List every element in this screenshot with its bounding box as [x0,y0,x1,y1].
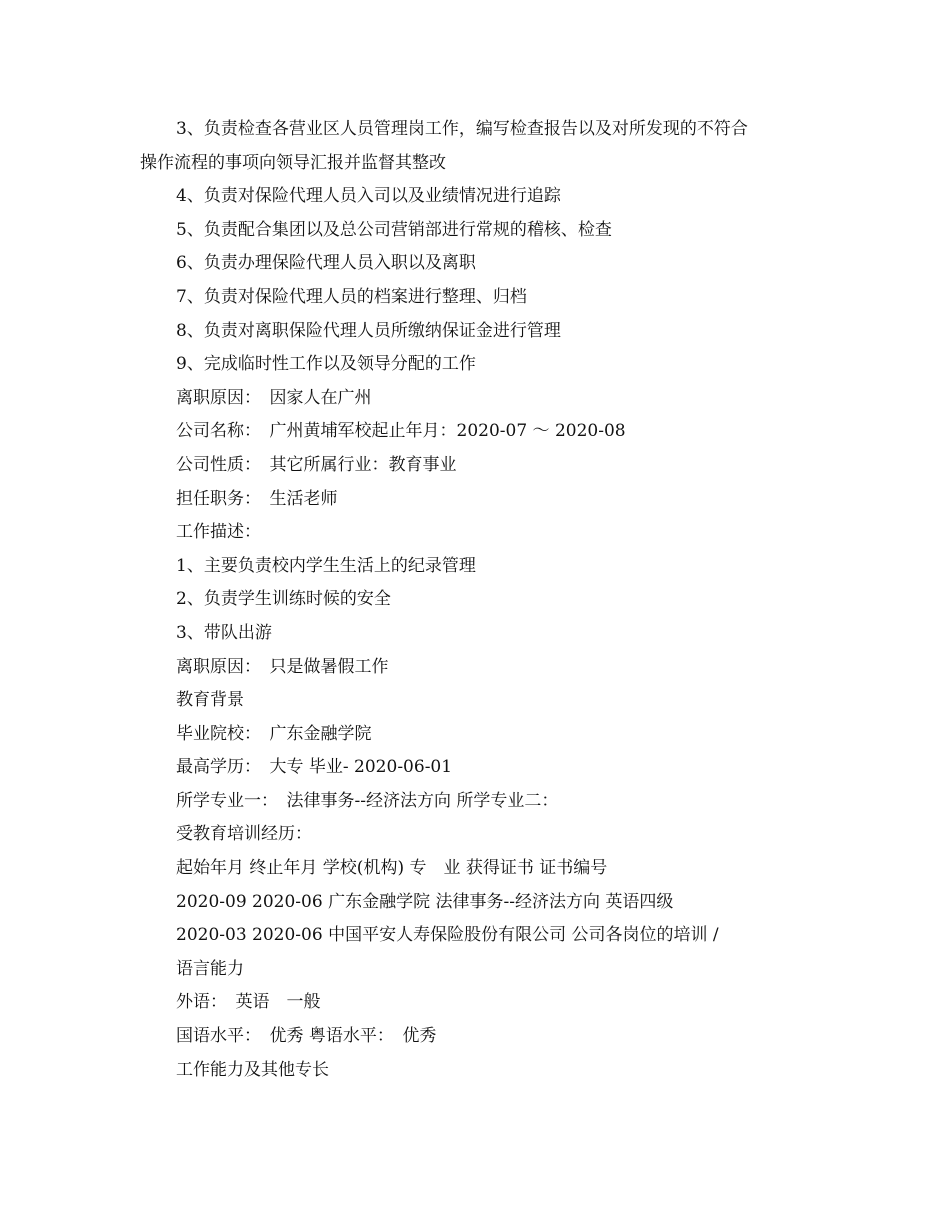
text-line: 6、负责办理保险代理人员入职以及离职 [176,253,476,274]
text-line: 2020-09 2020-06 广东金融学院 法律事务--经济法方向 英语四级 [176,891,674,912]
text-line: 外语： 英语 一般 [176,992,321,1013]
text-line: 国语水平： 优秀 粤语水平： 优秀 [176,1026,437,1047]
text-line: 2、负责学生训练时候的安全 [176,589,391,610]
text-line: 操作流程的事项向领导汇报并监督其整改 [140,152,446,173]
text-line: 起始年月 终止年月 学校(机构) 专 业 获得证书 证书编号 [176,858,608,879]
text-line: 1、主要负责校内学生生活上的纪录管理 [176,555,476,576]
text-line: 受教育培训经历： [176,824,312,845]
text-line: 公司名称： 广州黄埔军校起止年月：2020-07 ～ 2020-08 [176,421,626,442]
text-line: 离职原因： 只是做暑假工作 [176,656,389,677]
text-line: 最高学历： 大专 毕业- 2020-06-01 [176,757,453,778]
text-line: 工作描述： [176,522,261,543]
text-line: 工作能力及其他专长 [176,1059,329,1080]
text-line: 2020-03 2020-06 中国平安人寿保险股份有限公司 公司各岗位的培训 / [176,925,719,946]
text-line: 9、完成临时性工作以及领导分配的工作 [176,354,476,375]
text-line: 4、负责对保险代理人员入司以及业绩情况进行追踪 [176,186,561,207]
text-line: 8、负责对离职保险代理人员所缴纳保证金进行管理 [176,320,561,341]
text-line: 毕业院校： 广东金融学院 [176,723,372,744]
text-line: 3、带队出游 [176,622,272,643]
text-line: 所学专业一： 法律事务--经济法方向 所学专业二： [176,790,559,811]
text-line: 7、负责对保险代理人员的档案进行整理、归档 [176,286,527,307]
text-line: 担任职务： 生活老师 [176,488,338,509]
text-line: 5、负责配合集团以及总公司营销部进行常规的稽核、检查 [176,219,612,240]
document-body [140,113,820,1087]
text-line: 离职原因： 因家人在广州 [176,387,372,408]
text-line: 教育背景 [176,690,244,711]
text-line: 公司性质： 其它所属行业：教育事业 [176,454,457,475]
text-line: 语言能力 [176,958,244,979]
text-line: 3、负责检查各营业区人员管理岗工作，编写检查报告以及对所发现的不符合 [176,119,748,139]
